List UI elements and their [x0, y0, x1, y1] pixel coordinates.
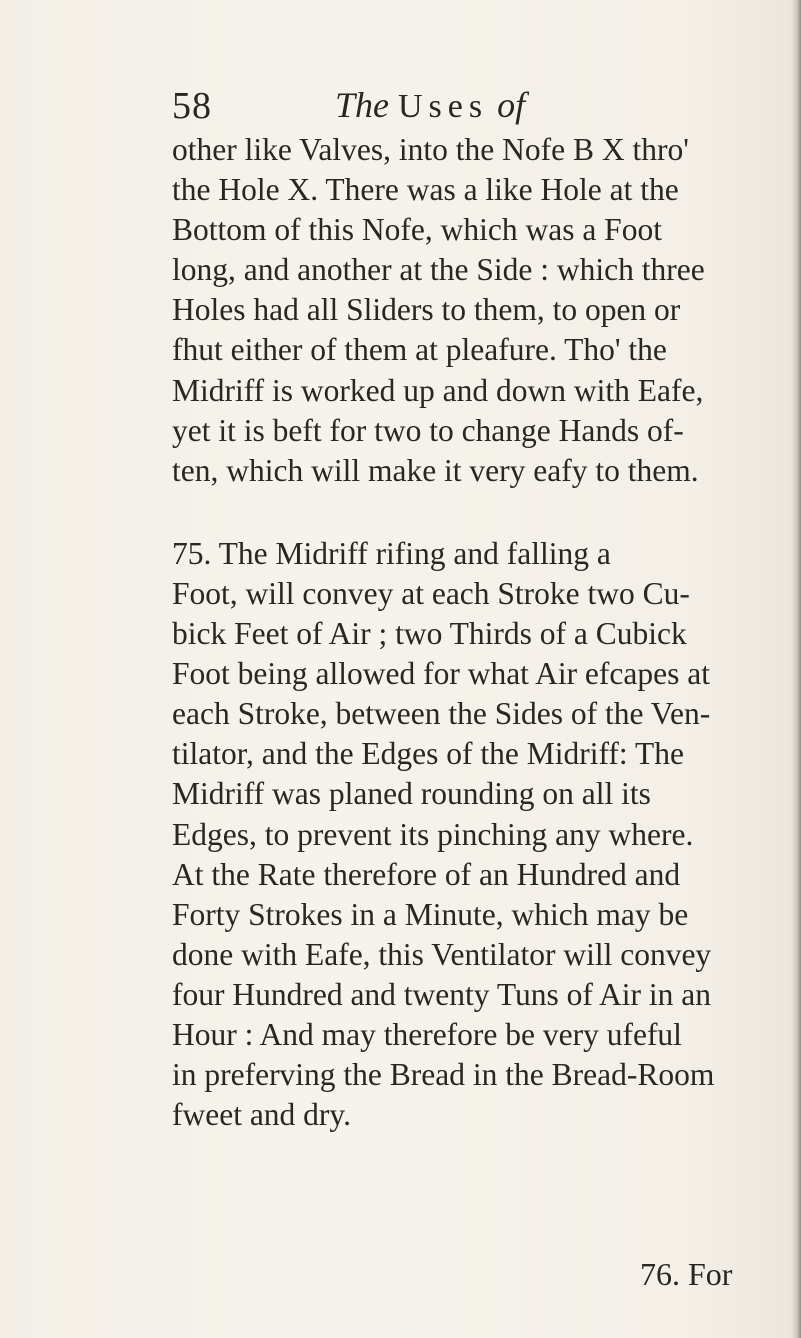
- text-line: Holes had all Sliders to them, to open or: [172, 292, 681, 328]
- text-line: fweet and dry.: [172, 1097, 352, 1133]
- running-title-article: The: [335, 85, 389, 125]
- text-line: the Hole X. There was a like Hole at the: [172, 172, 679, 208]
- running-header: [172, 84, 732, 128]
- text-line: 75. The Midriff rifing and falling a: [172, 535, 611, 571]
- running-title-word: Uses: [398, 88, 489, 125]
- text-line: ten, which will make it very eafy to them.: [172, 452, 699, 488]
- body-text: [172, 130, 744, 1135]
- text-line: long, and another at the Side : which three: [172, 252, 705, 288]
- running-title: [335, 84, 525, 126]
- text-line: Foot, will convey at each Stroke two Cu-: [172, 575, 690, 611]
- text-line: yet it is beft for two to change Hands of-: [172, 412, 684, 448]
- text-line: Bottom of this Nofe, which was a Foot: [172, 212, 662, 248]
- page-number: 58: [172, 85, 212, 127]
- text-line: Forty Strokes in a Minute, which may be: [172, 896, 689, 932]
- page-edge-shadow: [791, 0, 801, 1338]
- text-line: Midriff was planed rounding on all its: [172, 776, 651, 812]
- text-line: in preferving the Bread in the Bread-Room: [172, 1057, 715, 1093]
- text-line: Edges, to prevent its pinching any where.: [172, 816, 694, 852]
- text-line: At the Rate therefore of an Hundred and: [172, 856, 681, 892]
- text-line: other like Valves, into the Nofe B X thro': [172, 132, 689, 167]
- text-line: Hour : And may therefore be very ufeful: [172, 1016, 682, 1052]
- text-line: four Hundred and twenty Tuns of Air in an: [172, 976, 711, 1012]
- text-line: fhut either of them at pleafure. Tho' the: [172, 332, 667, 368]
- running-title-of: of: [497, 85, 526, 125]
- text-line: done with Eafe, this Ventilator will convey: [172, 936, 712, 972]
- text-line: tilator, and the Edges of the Midriff: The: [172, 736, 684, 772]
- paragraph-2: [172, 534, 744, 1135]
- text-line: Foot being allowed for what Air efcapes at: [172, 656, 710, 692]
- text-line: bick Feet of Air ; two Thirds of a Cubick: [172, 616, 687, 652]
- text-line: each Stroke, between the Sides of the Ven-: [172, 696, 711, 732]
- catchword: 76. For: [640, 1256, 733, 1292]
- text-line: Midriff is worked up and down with Eafe,: [172, 372, 704, 408]
- paragraph-gap: [172, 491, 744, 534]
- paragraph-1: [172, 130, 744, 491]
